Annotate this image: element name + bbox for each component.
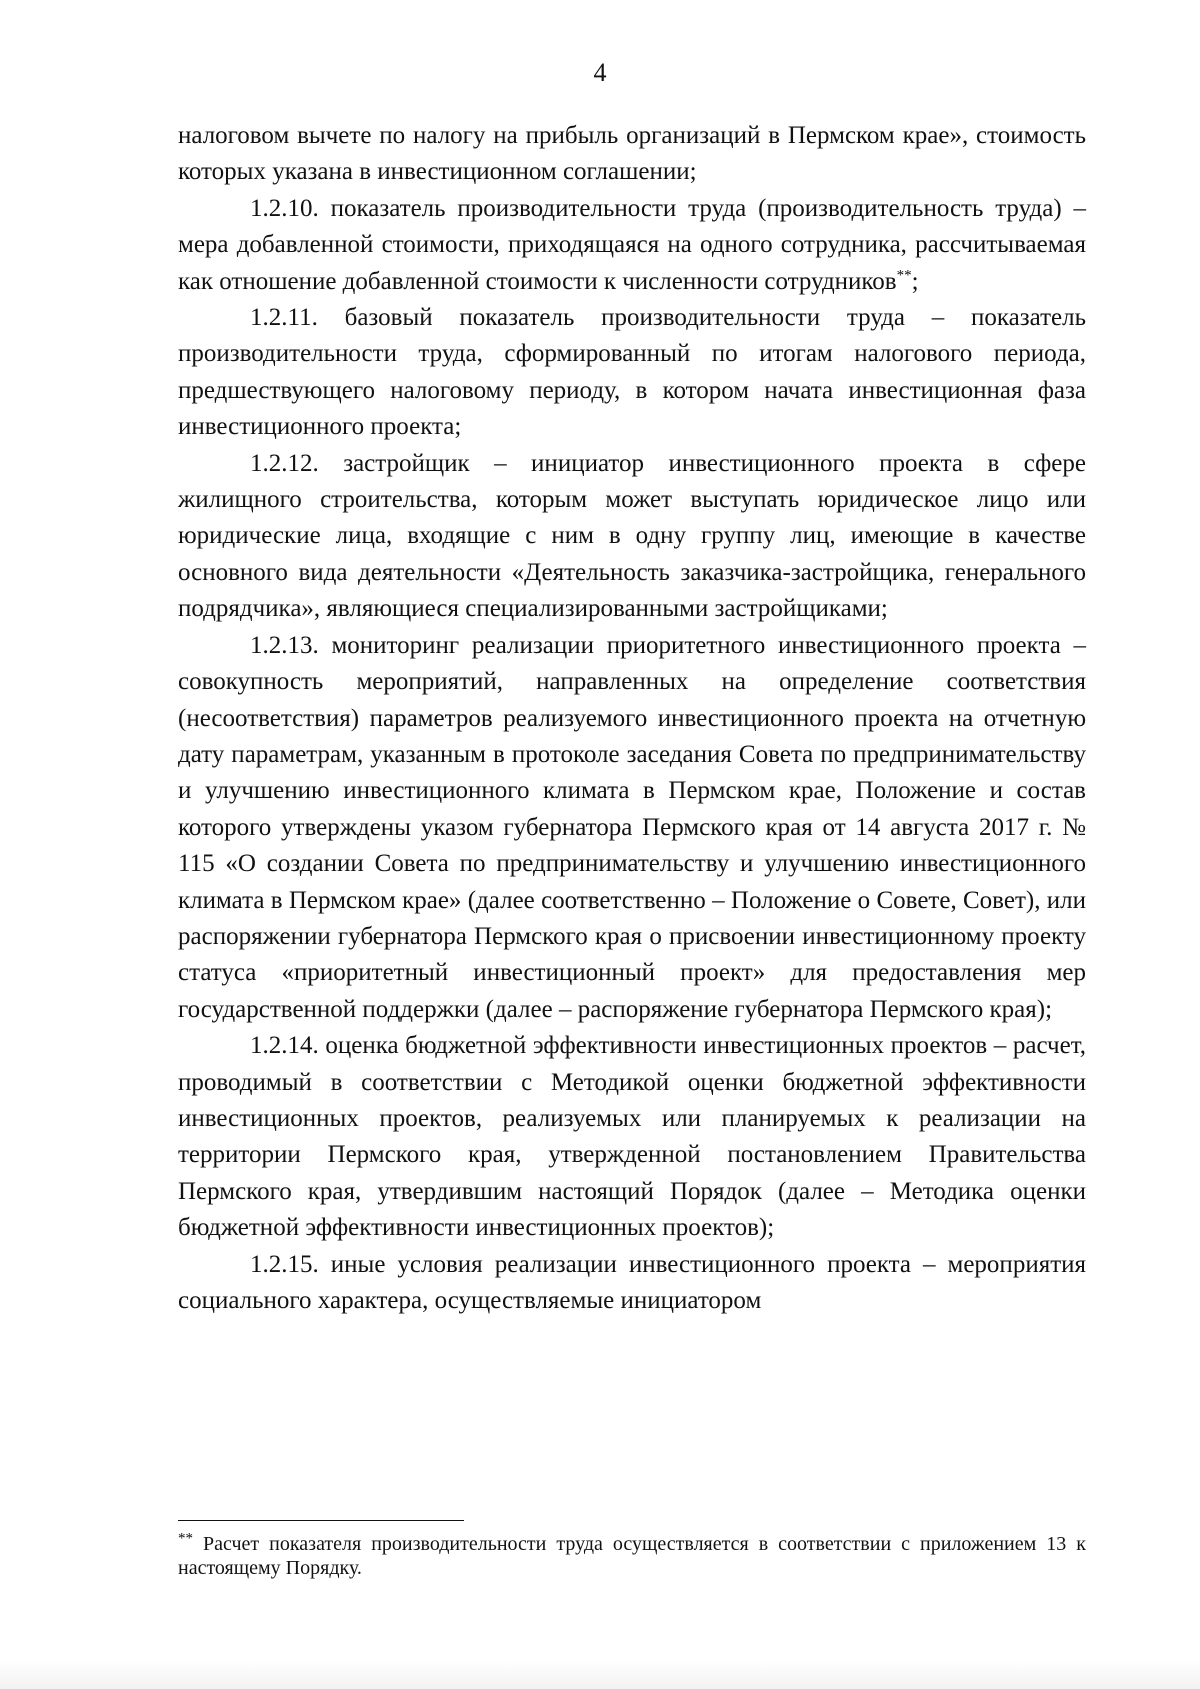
- page-number: 4: [593, 58, 607, 87]
- paragraph-1-2-10: [178, 191, 1086, 300]
- footnote-reference: **: [896, 267, 912, 284]
- footnote-separator: [178, 1520, 464, 1521]
- footnote-marker: **: [178, 1530, 193, 1547]
- paragraph-continuation: налоговом вычете по налогу на прибыль организаций в Пермском крае», стоимость которых указана в инвестиционном соглашении;: [178, 122, 1086, 186]
- footnote-text: Расчет показателя производительности труда осуществляется в соответствии с приложением 13 к настоящему Порядку.: [178, 1533, 1087, 1579]
- paragraph-end: ;: [911, 267, 919, 295]
- paragraph-1-2-14: 1.2.14. оценка бюджетной эффективности инвестиционных проектов – расчет, проводимый в соответствии с Методикой оценки бюджетной эффективности инвестиционных проектов, реализуемых или планируемых к реализации на территории Пермского края, утвержденной постановлением Правительства Пермского края, утвердившим настоящий Порядок (далее – Методика оценки бюджетной эффективности инвестиционных проектов);: [178, 1032, 1086, 1242]
- footnote: [178, 1532, 1086, 1580]
- scan-edge: [0, 1660, 1200, 1689]
- document-body: [178, 118, 1086, 1319]
- paragraph-1-2-15: 1.2.15. иные условия реализации инвестиционного проекта – мероприятия социального характера, осуществляемые инициатором: [178, 1250, 1086, 1314]
- paragraph-1-2-11: 1.2.11. базовый показатель производительности труда – показатель производительности труда, сформированный по итогам налогового периода, предшествующего налоговому периоду, в котором начата инвестиционная фаза инвестиционного проекта;: [178, 304, 1086, 441]
- paragraph-1-2-12: 1.2.12. застройщик – инициатор инвестиционного проекта в сфере жилищного строительства, которым может выступать юридическое лицо или юридические лица, входящие с ним в одну группу лиц, имеющие в качестве основного вида деятельности «Деятельность заказчика-застройщика, генерального подрядчика», являющиеся специализированными застройщиками;: [178, 449, 1086, 623]
- paragraph-1-2-13: 1.2.13. мониторинг реализации приоритетного инвестиционного проекта – совокупность мероприятий, направленных на определение соответствия (несоответствия) параметров реализуемого инвестиционного проекта на отчетную дату параметрам, указанным в протоколе заседания Совета по предпринимательству и улучшению инвестиционного климата в Пермском крае, Положение и состав которого утверждены указом губернатора Пермского края от 14 августа 2017 г. № 115 «О создании Совета по предпринимательству и улучшению инвестиционного климата в Пермском крае» (далее соответственно – Положение о Совете, Совет), или распоряжении губернатора Пермского края о присвоении инвестиционному проекту статуса «приоритетный инвестиционный проект» для предоставления мер государственной поддержки (далее – распоряжение губернатора Пермского края);: [178, 631, 1086, 1023]
- paragraph-text: 1.2.10. показатель производительности труда (производительность труда) – мера добавленной стоимости, приходящаяся на одного сотрудника, рассчитываемая как отношение добавленной стоимости к численности сотрудников: [178, 194, 1086, 295]
